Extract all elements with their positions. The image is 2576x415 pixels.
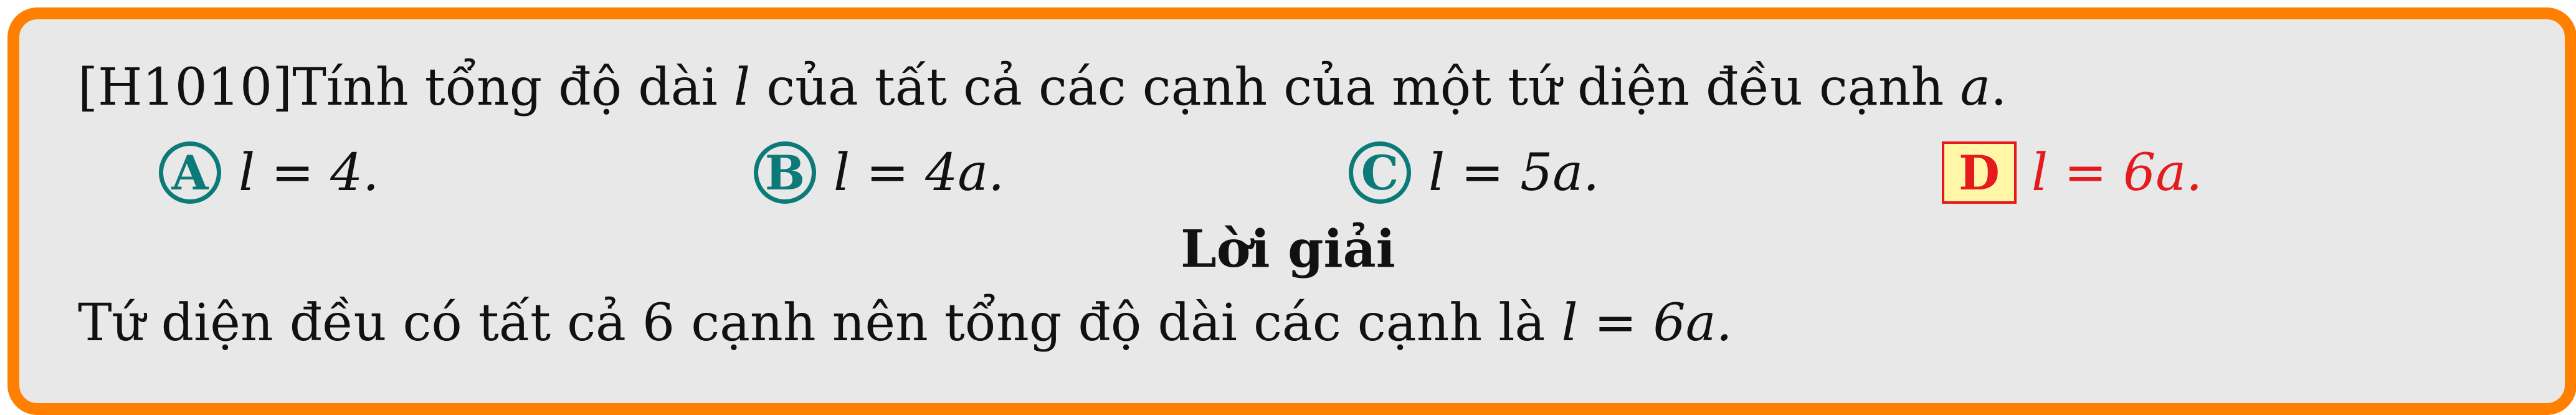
question-variable-a: a bbox=[1960, 58, 1991, 117]
question-variable-l: l bbox=[733, 58, 751, 117]
solution-title: Lời giải bbox=[1181, 219, 1395, 279]
question-text-end: . bbox=[1990, 58, 2007, 117]
choice-d-answer: l = 6a. bbox=[2032, 143, 2203, 203]
question-text-before: Tính tổng độ dài bbox=[292, 58, 734, 117]
choice-a-answer: l = 4. bbox=[239, 143, 379, 203]
choice-a[interactable] bbox=[159, 138, 379, 207]
choice-b[interactable] bbox=[754, 138, 1004, 207]
question-id: [H1010] bbox=[78, 58, 293, 117]
solution-text bbox=[78, 293, 1732, 353]
choice-c-answer: l = 5a. bbox=[1428, 143, 1600, 203]
solution-formula: l = 6a. bbox=[1561, 293, 1732, 353]
choice-d-marker: D bbox=[1942, 141, 2017, 204]
choice-b-answer: l = 4a. bbox=[834, 143, 1005, 203]
solution-explanation: Tứ diện đều có tất cả 6 cạnh nên tổng độ dài các cạnh là bbox=[78, 293, 1562, 353]
choice-b-marker: B bbox=[754, 141, 816, 204]
choice-c-marker: C bbox=[1349, 141, 1411, 204]
question-text bbox=[78, 58, 2007, 117]
question-text-middle: của tất cả các cạnh của một tứ diện đều cạnh bbox=[750, 58, 1961, 117]
choice-d-correct[interactable] bbox=[1942, 138, 2202, 207]
choice-c[interactable] bbox=[1349, 138, 1599, 207]
choice-a-marker: A bbox=[159, 141, 221, 204]
